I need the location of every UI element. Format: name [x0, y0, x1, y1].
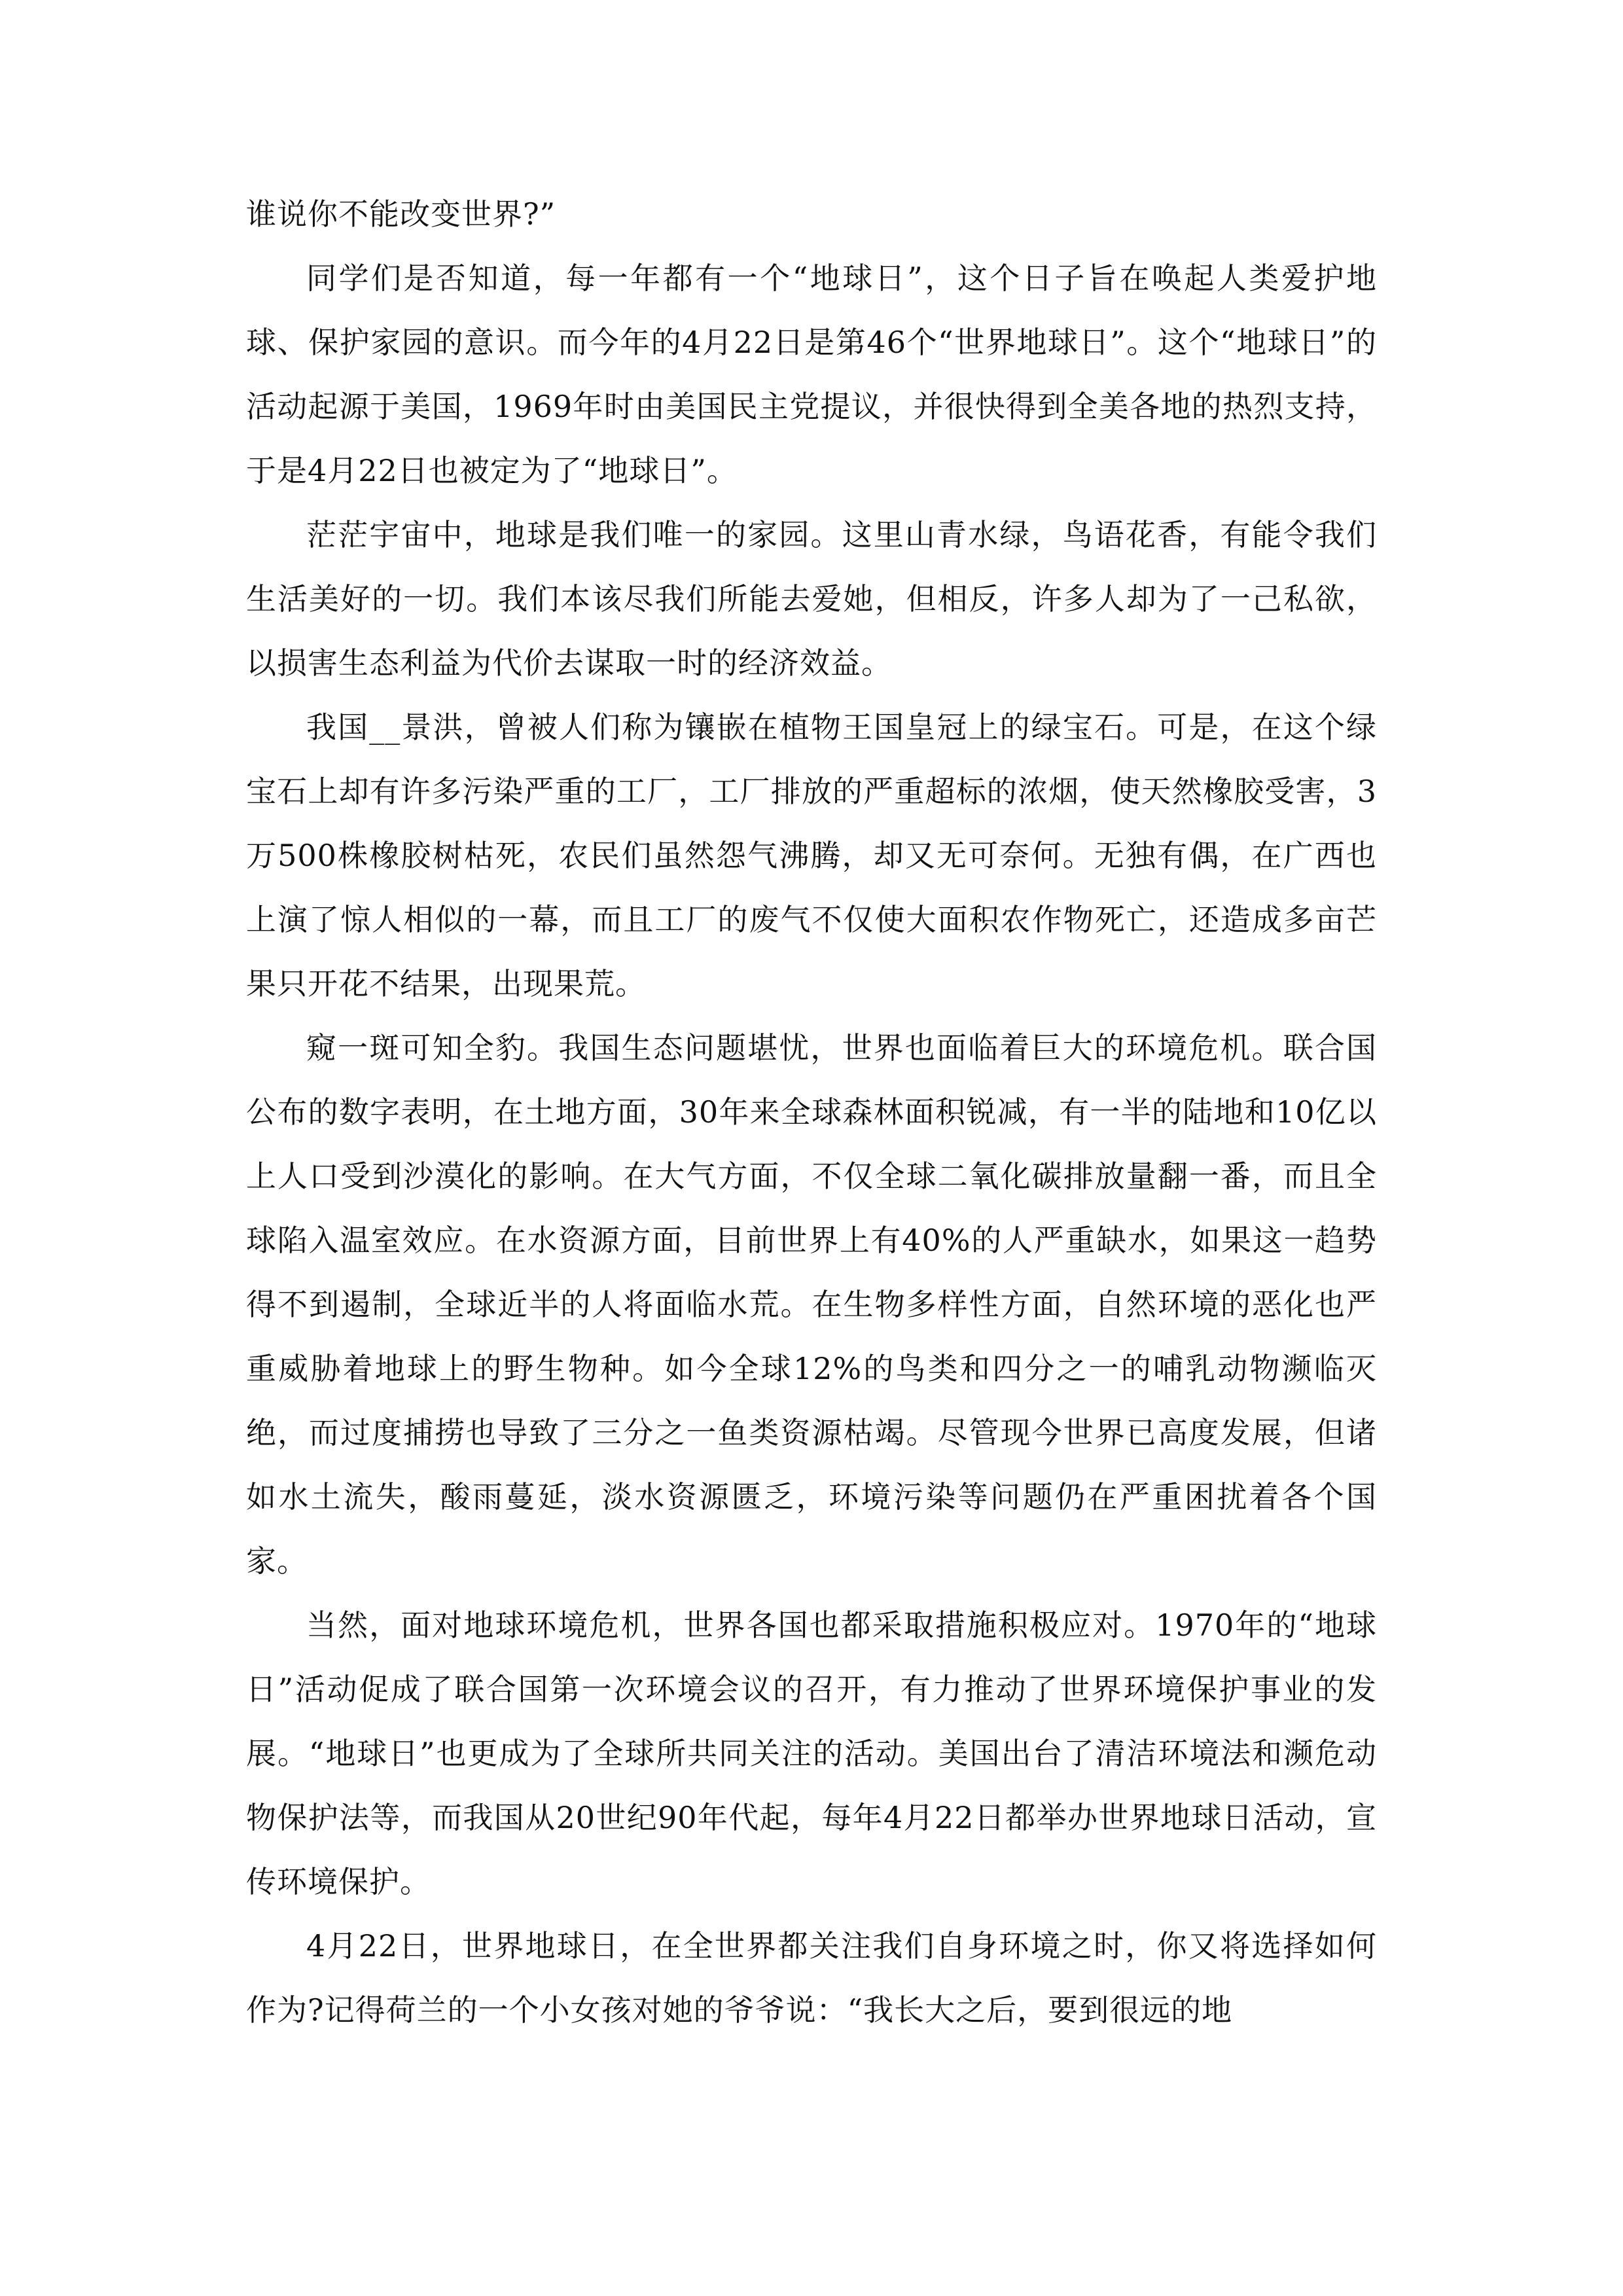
paragraph-earth-day-intro: 同学们是否知道，每一年都有一个“地球日”，这个日子旨在唤起人类爱护地球、保护家园的意识。而今年的4月22日是第46个“世界地球日”。这个“地球日”的活动起源于美国，1969年时由美国民主党提议，并很快得到全美各地的热烈支持，于是4月22日也被定为了“地球日”。 — [246, 260, 1377, 488]
paragraph-continuation: 谁说你不能改变世界?” — [246, 196, 556, 232]
paragraph-jinghong-pollution: 我国__景洪，曾被人们称为镶嵌在植物王国皇冠上的绿宝石。可是，在这个绿宝石上却有许多污染严重的工厂，工厂排放的严重超标的浓烟，使天然橡胶受害，3万500株橡胶树枯死，农民们虽然怨气沸腾，却又无可奈何。无独有偶，在广西也上演了惊人相似的一幕，而且工厂的废气不仅使大面积农作物死亡，还造成多亩芒果只开花不结果，出现果荒。 — [246, 709, 1377, 1001]
body-text — [246, 182, 1377, 2042]
paragraph-global-crisis: 窥一斑可知全豹。我国生态问题堪忧，世界也面临着巨大的环境危机。联合国公布的数字表明，在土地方面，30年来全球森林面积锐减，有一半的陆地和10亿以上人口受到沙漠化的影响。在大气方面，不仅全球二氧化碳排放量翻一番，而且全球陷入温室效应。在水资源方面，目前世界上有40%的人严重缺水，如果这一趋势得不到遏制，全球近半的人将面临水荒。在生物多样性方面，自然环境的恶化也严重威胁着地球上的野生物种。如今全球12%的鸟类和四分之一的哺乳动物濒临灭绝，而过度捕捞也导致了三分之一鱼类资源枯竭。尽管现今世界已高度发展，但诸如水土流失，酸雨蔓延，淡水资源匮乏，环境污染等问题仍在严重困扰着各个国家。 — [246, 1030, 1377, 1579]
paragraph-responses: 当然，面对地球环境危机，世界各国也都采取措施积极应对。1970年的“地球日”活动促成了联合国第一次环境会议的召开，有力推动了世界环境保护事业的发展。“地球日”也更成为了全球所共同关注的活动。美国出台了清洁环境法和濒危动物保护法等，而我国从20世纪90年代起，每年4月22日都举办世界地球日活动，宣传环境保护。 — [246, 1607, 1377, 1899]
paragraph-only-home: 茫茫宇宙中，地球是我们唯一的家园。这里山青水绿，鸟语花香，有能令我们生活美好的一切。我们本该尽我们所能去爱她，但相反，许多人却为了一己私欲，以损害生态利益为代价去谋取一时的经济效益。 — [246, 517, 1377, 681]
paragraph-what-to-do: 4月22日，世界地球日，在全世界都关注我们自身环境之时，你又将选择如何作为?记得荷兰的一个小女孩对她的爷爷说：“我长大之后，要到很远的地 — [246, 1928, 1377, 2028]
